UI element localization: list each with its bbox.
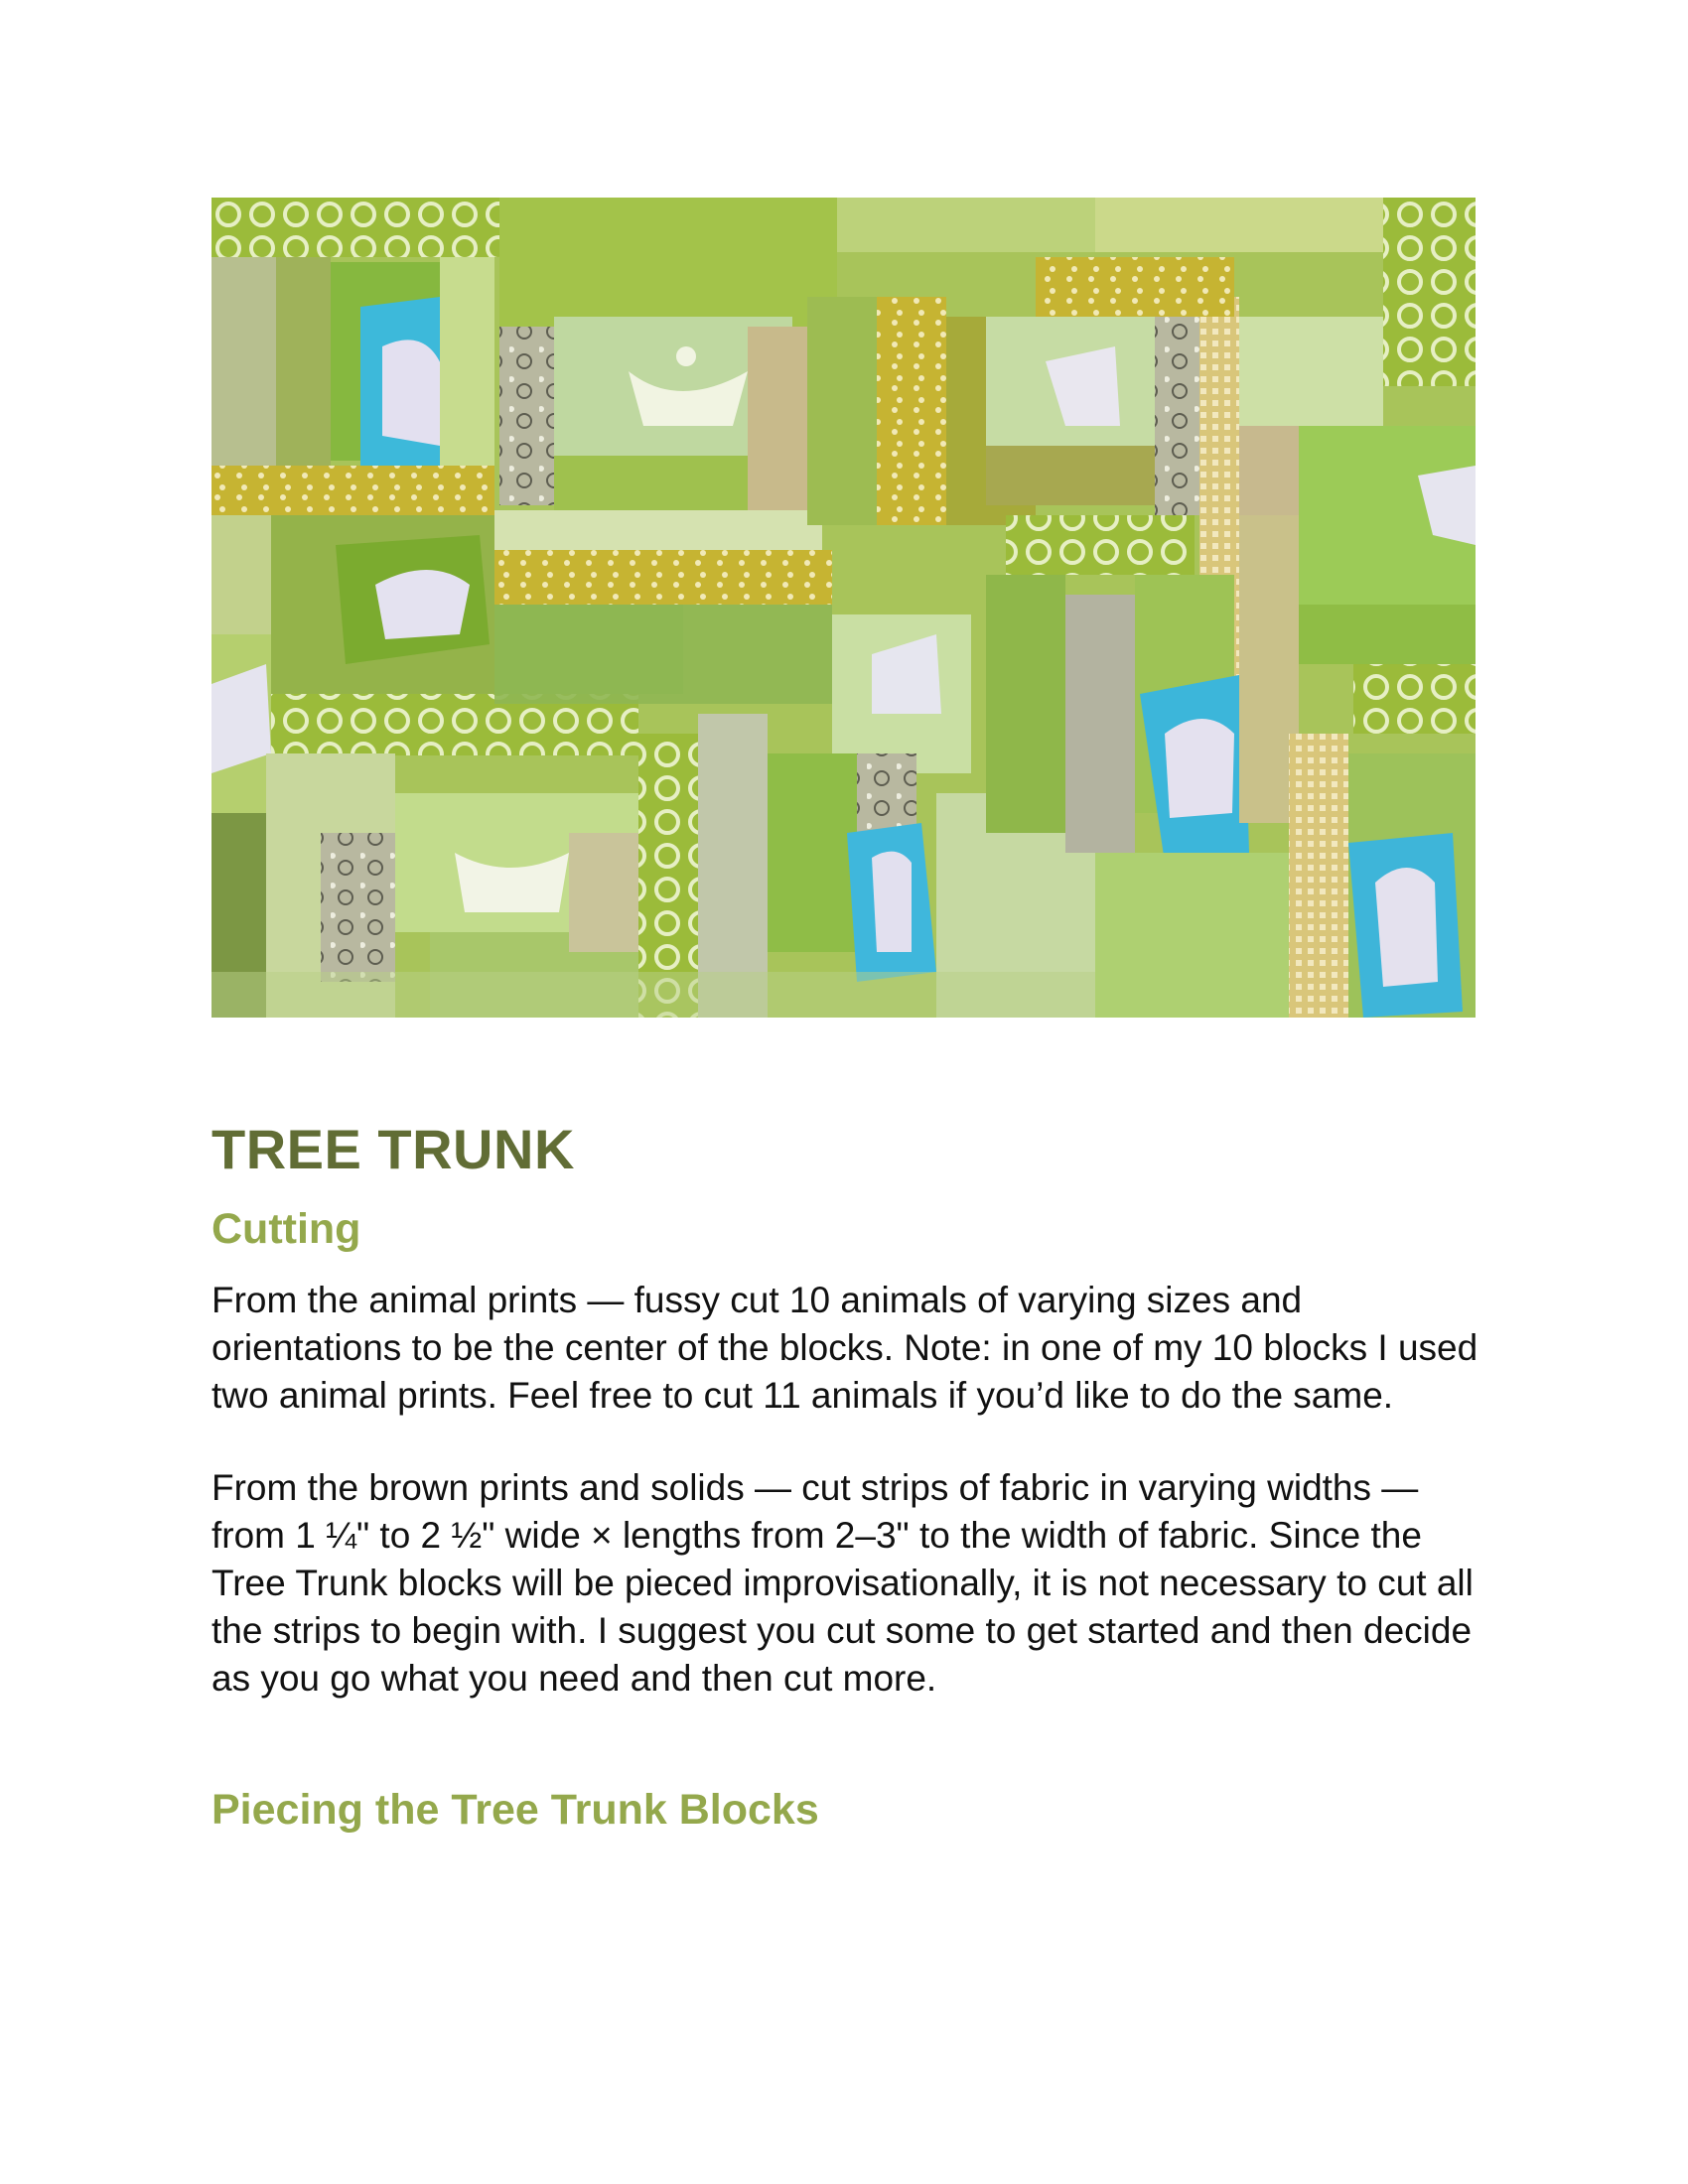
section-heading-piecing: Piecing the Tree Trunk Blocks <box>211 1786 819 1834</box>
quilt-photo <box>211 198 1476 1018</box>
section-heading-cutting: Cutting <box>211 1205 361 1253</box>
article-content <box>211 1110 1482 1840</box>
page-title: TREE TRUNK <box>211 1118 575 1180</box>
cutting-paragraph-animal-prints: From the animal prints — fussy cut 10 animals of varying sizes and orientations to be the center of the blocks. Note: in one of my 10 blocks I used two animal prints. Feel free to cut 11 animals if you’d like to do the same. <box>211 1280 1478 1416</box>
cutting-paragraph-brown-prints: From the brown prints and solids — cut strips of fabric in varying widths — from 1 ¼" to 2 ½" wide × lengths from 2–3" to the width of fabric. Since the Tree Trunk blocks will be pieced improvisationally, it is not necessary to cut all the strips to begin with. I suggest you cut some to get started and then decide as you go what you need and then cut more. <box>211 1467 1474 1699</box>
